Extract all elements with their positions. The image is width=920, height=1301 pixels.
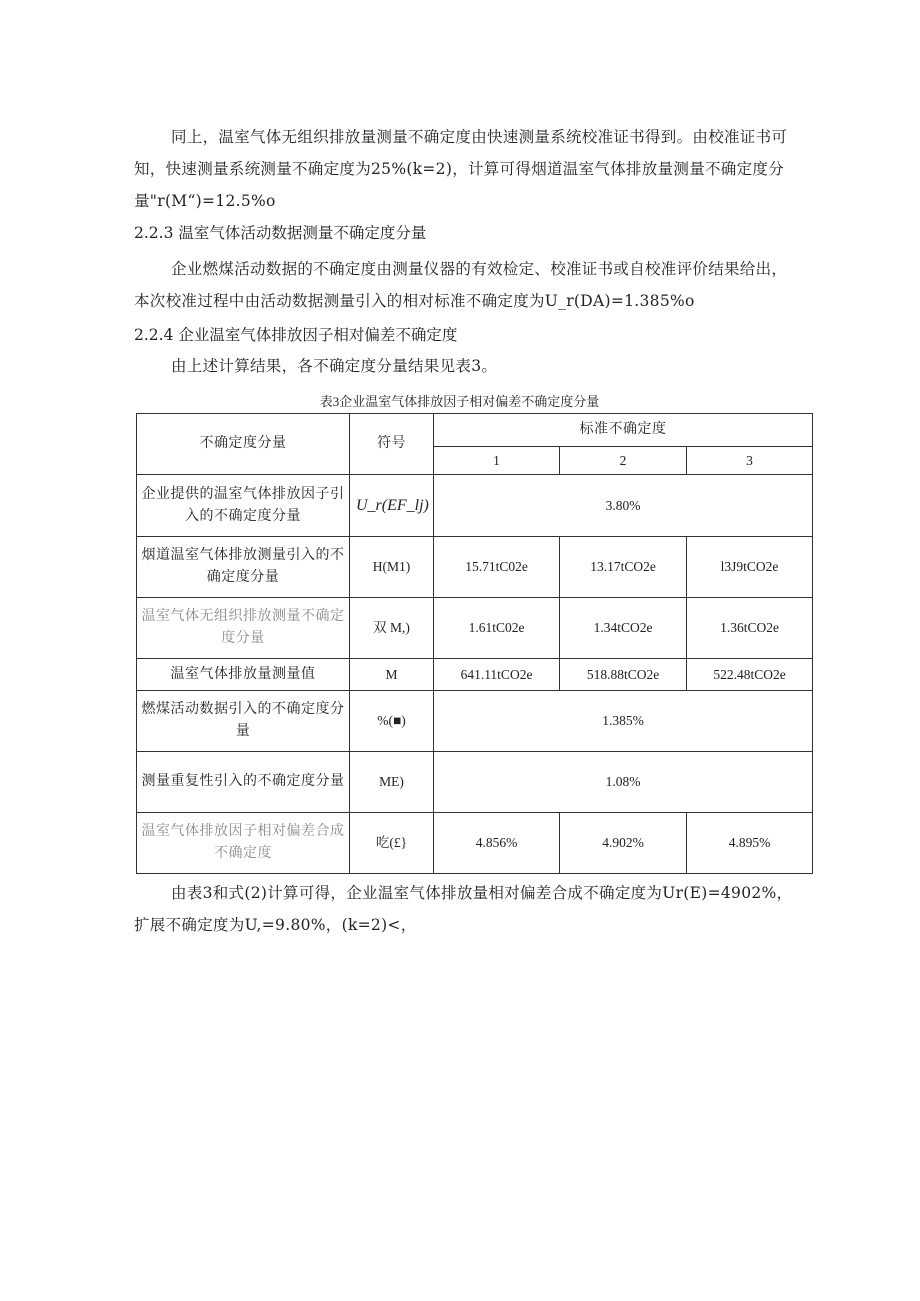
row-symbol: U_r(EF_lj) (350, 475, 434, 537)
paragraph-calibration-fugitive: 同上，温室气体无组织排放量测量不确定度由快速测量系统校准证书得到。由校准证书可知，快速测量系统测量不确定度为25%(k=2)，计算可得烟道温室气体排放量测量不确定度分量"r(M“)=12.5%o (134, 128, 788, 210)
header-col-1: 1 (434, 447, 560, 475)
row-value-2: 4.902% (560, 813, 687, 874)
header-symbol: 符号 (350, 414, 434, 475)
row-merged-value: 3.80% (434, 475, 813, 537)
table-header-row (137, 414, 813, 447)
table-caption: 表3企业温室气体排放因子相对偏差不确定度分量 (319, 394, 600, 409)
row-value-3: 522.48tCO2e (687, 659, 813, 691)
row-symbol: H(M1) (350, 537, 434, 598)
row-label: 企业提供的温室气体排放因子引入的不确定度分量 (137, 475, 350, 537)
row-symbol: M (350, 659, 434, 691)
uncertainty-table (136, 413, 813, 874)
paragraph-table-intro: 由上述计算结果，各不确定度分量结果见表3。 (171, 357, 498, 375)
row-label: 温室气体无组织排放测量不确定度分量 (137, 598, 350, 659)
row-value-3: 1.36tCO2e (687, 598, 813, 659)
row-merged-value: 1.385% (434, 691, 813, 752)
table-row (137, 691, 813, 752)
section-heading-2-2-4: 2.2.4 企业温室气体排放因子相对偏差不确定度 (134, 326, 458, 344)
table-row (137, 813, 813, 874)
header-component: 不确定度分量 (137, 414, 350, 475)
row-value-1: 1.61tC02e (434, 598, 560, 659)
row-value-2: 13.17tCO2e (560, 537, 687, 598)
paragraph-activity-data: 企业燃煤活动数据的不确定度由测量仪器的有效检定、校准证书或自校准评价结果给出，本次校准过程中由活动数据测量引入的相对标准不确定度为U_r(DA)=1.385%o (134, 260, 788, 310)
row-label: 测量重复性引入的不确定度分量 (137, 752, 350, 813)
header-col-2: 2 (560, 447, 687, 475)
row-value-3: 4.895% (687, 813, 813, 874)
row-symbol: %(■) (350, 691, 434, 752)
row-label: 烟道温室气体排放测量引入的不确定度分量 (137, 537, 350, 598)
row-value-1: 4.856% (434, 813, 560, 874)
row-label: 燃煤活动数据引入的不确定度分量 (137, 691, 350, 752)
table-row (137, 475, 813, 537)
row-value-1: 641.11tCO2e (434, 659, 560, 691)
paragraph-combined-uncertainty: 由表3和式(2)计算可得，企业温室气体排放量相对偏差合成不确定度为Ur(E)=4902%，扩展不确定度为U,=9.80%，(k=2)<， (134, 884, 793, 934)
row-merged-value: 1.08% (434, 752, 813, 813)
row-symbol: 吃(£} (350, 813, 434, 874)
table-row (137, 752, 813, 813)
header-standard-uncertainty: 标准不确定度 (434, 414, 813, 447)
row-symbol: ME) (350, 752, 434, 813)
row-value-1: 15.71tC02e (434, 537, 560, 598)
row-label: 温室气体排放因子相对偏差合成不确定度 (137, 813, 350, 874)
section-heading-2-2-3: 2.2.3 温室气体活动数据测量不确定度分量 (134, 224, 427, 242)
table-row (137, 659, 813, 691)
row-label: 温室气体排放量测量值 (137, 659, 350, 691)
row-symbol: 双 M,) (350, 598, 434, 659)
table-row (137, 537, 813, 598)
row-value-3: l3J9tCO2e (687, 537, 813, 598)
table-row (137, 598, 813, 659)
header-col-3: 3 (687, 447, 813, 475)
row-value-2: 518.88tCO2e (560, 659, 687, 691)
row-value-2: 1.34tCO2e (560, 598, 687, 659)
